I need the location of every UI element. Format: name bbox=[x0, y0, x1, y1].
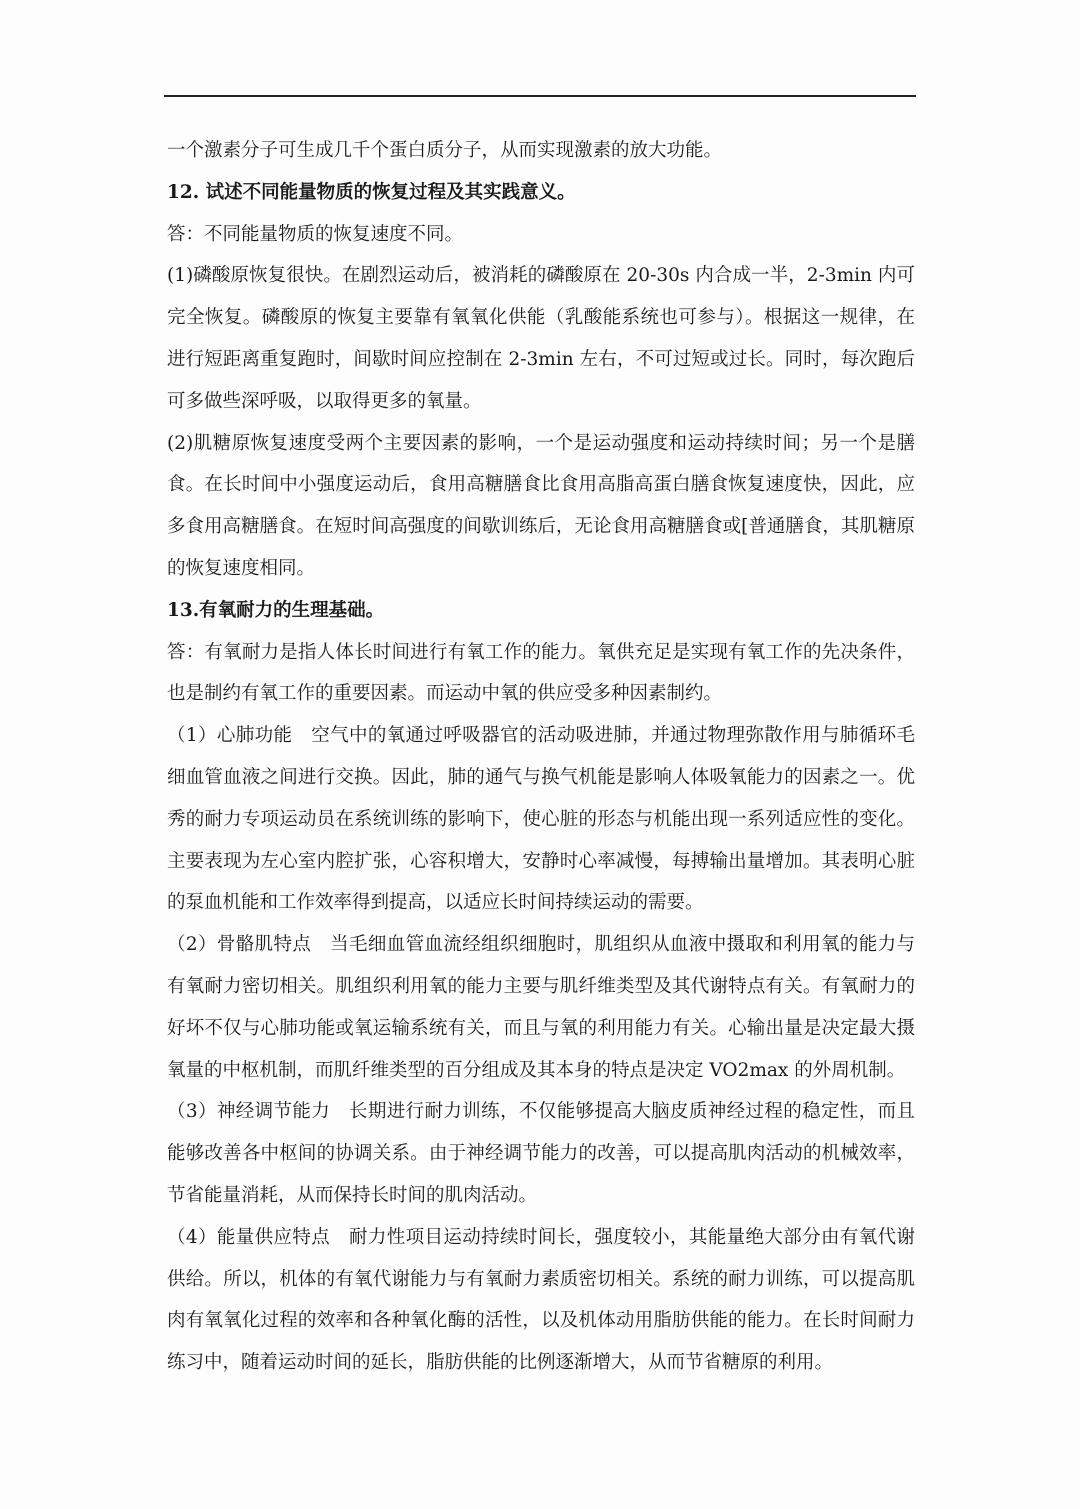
document-body bbox=[167, 130, 915, 1384]
question-13-heading: 13.有氧耐力的生理基础。 bbox=[167, 599, 385, 621]
answer-13-intro: 答：有氧耐力是指人体长时间进行有氧工作的能力。氧供充足是实现有氧工作的先决条件，也是制约有氧工作的重要因素。而运动中氧的供应受多种因素制约。 bbox=[167, 641, 915, 705]
answer-13-point-3: （3）神经调节能力 长期进行耐力训练，不仅能够提高大脑皮质神经过程的稳定性，而且能够改善各中枢间的协调关系。由于神经调节能力的改善，可以提高肌肉活动的机械效率，节省能量消耗，从而保持长时间的肌肉活动。 bbox=[167, 1101, 915, 1206]
answer-13-point-2: （2）骨骼肌特点 当毛细血管血流经组织细胞时，肌组织从血液中摄取和利用氧的能力与有氧耐力密切相关。肌组织利用氧的能力主要与肌纤维类型及其代谢特点有关。有氧耐力的好坏不仅与心肺功能或氧运输系统有关，而且与氧的利用能力有关。心输出量是决定最大摄氧量的中枢机制，而肌纤维类型的百分组成及其本身的特点是决定 VO2max 的外周机制。 bbox=[167, 934, 915, 1081]
answer-13-point-1: （1）心肺功能 空气中的氧通过呼吸器官的活动吸进肺，并通过物理弥散作用与肺循环毛细血管血液之间进行交换。因此，肺的通气与换气机能是影响人体吸氧能力的因素之一。优秀的耐力专项运动员在系统训练的影响下，使心脏的形态与机能出现一系列适应性的变化。主要表现为左心室内腔扩张，心容积增大，安静时心率减慢，每搏输出量增加。其表明心脏的泵血机能和工作效率得到提高，以适应长时间持续运动的需要。 bbox=[167, 725, 915, 914]
header-rule bbox=[164, 95, 916, 97]
answer-12-point-1: (1)磷酸原恢复很快。在剧烈运动后，被消耗的磷酸原在 20-30s 内合成一半，2-3min 内可完全恢复。磷酸原的恢复主要靠有氧氧化供能（乳酸能系统也可参与）。根据这一规律，在进行短距离重复跑时，间歇时间应控制在 2-3min 左右，不可过短或过长。同时，每次跑后可多做些深呼吸，以取得更多的氧量。 bbox=[167, 265, 915, 412]
answer-12-point-2: (2)肌糖原恢复速度受两个主要因素的影响，一个是运动强度和运动持续时间；另一个是膳食。在长时间中小强度运动后，食用高糖膳食比食用高脂高蛋白膳食恢复速度快，因此，应多食用高糖膳食。在短时间高强度的间歇训练后，无论食用高糖膳食或[普通膳食，其肌糖原的恢复速度相同。 bbox=[167, 432, 915, 579]
question-12-heading: 12. 试述不同能量物质的恢复过程及其实践意义。 bbox=[167, 181, 576, 203]
answer-13-point-4: （4）能量供应特点 耐力性项目运动持续时间长，强度较小，其能量绝大部分由有氧代谢供给。所以，机体的有氧代谢能力与有氧耐力素质密切相关。系统的耐力训练，可以提高肌肉有氧氧化过程的效率和各种氧化酶的活性，以及机体动用脂肪供能的能力。在长时间耐力练习中，随着运动时间的延长，脂肪供能的比例逐渐增大，从而节省糖原的利用。 bbox=[167, 1226, 915, 1374]
answer-12-intro: 答：不同能量物质的恢复速度不同。 bbox=[167, 223, 464, 245]
paragraph-continuation: 一个激素分子可生成几千个蛋白质分子，从而实现激素的放大功能。 bbox=[167, 140, 723, 161]
